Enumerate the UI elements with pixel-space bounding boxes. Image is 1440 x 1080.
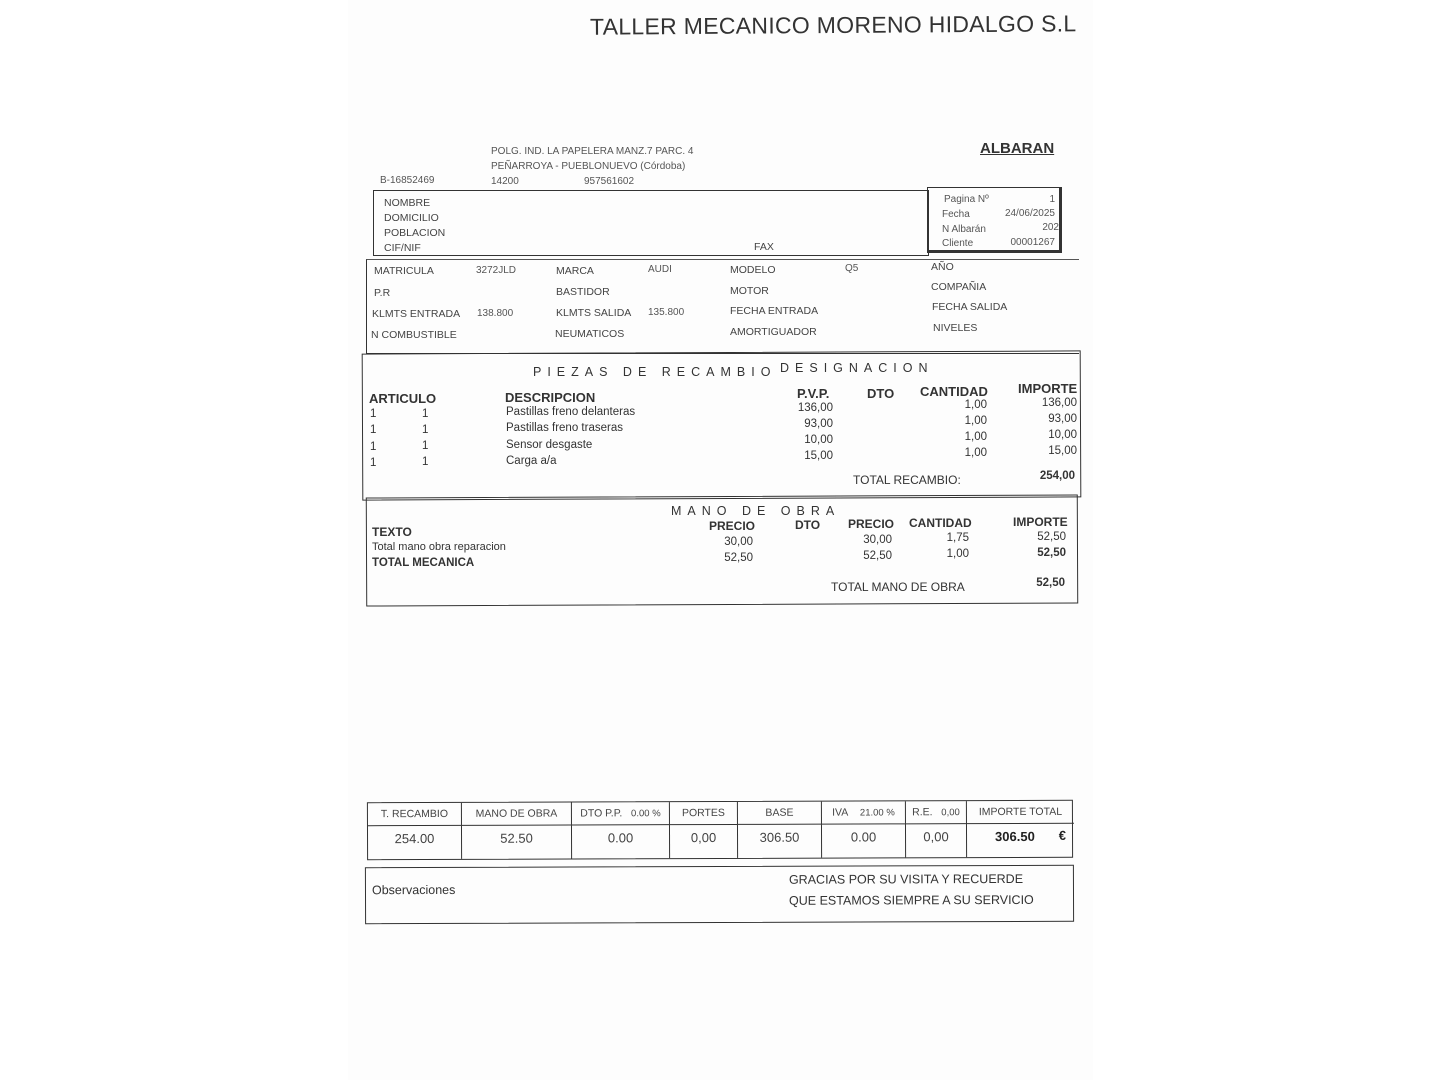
row-art-a: 1 [370,424,377,436]
row-importe: 10,00 [1048,429,1077,441]
labour-importe: 52,50 [1037,547,1066,559]
row-pvp: 93,00 [804,418,833,430]
postal-code: 14200 [491,176,519,187]
matricula-value: 3272JLD [476,265,517,276]
amortiguador-label: AMORTIGUADOR [730,326,817,338]
fecha-salida-label: FECHA SALIDA [932,301,1008,313]
albaran-value: 202 [1042,222,1059,233]
labour-precio-2: 30,00 [863,534,892,546]
modelo-value: Q5 [845,263,859,274]
labour-texto: TOTAL MECANICA [372,557,475,569]
ano-label: AÑO [931,261,954,273]
parts-title-2: DESIGNACION [780,361,934,375]
labour-cantidad: 1,00 [946,548,969,560]
km-entrada-label: KLMTS ENTRADA [372,308,461,320]
col-dto-labour: DTO [795,518,821,532]
labour-precio: 30,00 [724,536,753,548]
row-art-a: 1 [370,408,377,420]
summary-total-label: IMPORTE TOTAL [967,801,1074,824]
phone: 957561602 [584,176,635,187]
motor-label: MOTOR [730,285,769,297]
address-line-2: PEÑARROYA - PUEBLONUEVO (Córdoba) [491,161,686,172]
row-pvp: 10,00 [804,434,833,446]
row-cantidad: 1,00 [964,431,987,443]
summary-iva-value: 0.00 [850,829,877,845]
km-salida-value: 135.800 [648,307,685,318]
km-entrada-value: 138.800 [477,308,514,319]
summary-dto-pp-value: 0.00 [607,830,634,846]
observations-box [365,865,1074,924]
thanks-line-2: QUE ESTAMOS SIEMPRE A SU SERVICIO [788,892,1034,908]
row-desc: Carga a/a [506,455,557,467]
summary-iva-label: IVA [832,806,849,819]
labour-precio-2: 52,50 [863,550,892,562]
col-articulo: ARTICULO [369,391,437,406]
summary-total [967,801,1074,857]
fax-label: FAX [754,241,774,253]
col-importe-labour: IMPORTE [1013,515,1068,529]
row-cantidad: 1,00 [964,415,987,427]
nombre-label: NOMBRE [384,197,431,209]
domicilio-label: DOMICILIO [384,212,439,224]
summary-dto-pp [572,802,670,858]
col-pvp: P.V.P. [797,386,830,401]
fecha-value: 24/06/2025 [1004,208,1055,219]
summary-mano-obra-label: MANO DE OBRA [462,803,571,826]
summary-re-pct: 0,00 [941,807,960,819]
fecha-label: Fecha [942,209,970,220]
thanks-line-1: GRACIAS POR SU VISITA Y RECUERDE [788,871,1024,887]
currency-symbol: € [1058,827,1067,843]
row-desc: Pastillas freno traseras [506,422,623,434]
summary-base-value: 306.50 [759,829,800,845]
address-line-1: POLG. IND. LA PAPELERA MANZ.7 PARC. 4 [491,146,694,157]
cif-company: B-16852469 [380,175,435,186]
labour-texto: Total mano obra reparacion [372,541,506,553]
col-importe: IMPORTE [1018,381,1078,396]
summary-re-value: 0,00 [923,829,949,845]
row-desc: Sensor desgaste [506,439,593,451]
summary-box [367,800,1073,860]
cliente-label: Cliente [942,238,974,249]
albaran-label: N Albarán [942,224,986,235]
row-pvp: 15,00 [804,450,833,462]
summary-dto-pp-label: DTO P.P. [580,807,623,820]
col-texto: TEXTO [372,525,412,539]
summary-total-value: 306.50 [994,828,1035,845]
summary-base [738,802,822,858]
pagina-label: Pagina Nº [944,194,989,205]
doc-type: ALBARAN [980,140,1055,157]
labour-cantidad: 1,75 [946,532,969,544]
summary-iva-head [822,801,905,824]
labour-importe: 52,50 [1037,531,1066,543]
summary-mano-obra [462,803,572,859]
neumaticos-label: NEUMATICOS [555,328,625,340]
row-cantidad: 1,00 [964,447,987,459]
summary-dto-pp-head [572,802,669,825]
company-name: TALLER MECANICO MORENO HIDALGO S.L [589,10,1077,40]
row-art-b: 1 [422,440,429,452]
fecha-entrada-label: FECHA ENTRADA [730,305,819,317]
col-precio: PRECIO [709,519,756,533]
niveles-label: NIVELES [933,322,978,334]
pr-label: P.R [374,287,391,299]
poblacion-label: POBLACION [384,227,446,239]
modelo-label: MODELO [730,264,776,276]
total-recambio-value: 254,00 [1039,470,1075,482]
row-importe: 93,00 [1048,413,1077,425]
row-art-b: 1 [422,456,429,468]
summary-t-recambio-label: T. RECAMBIO [368,803,461,826]
summary-iva-pct: 21.00 % [859,807,895,819]
row-pvp: 136,00 [797,402,833,414]
marca-label: MARCA [556,265,594,277]
cif-nif-label: CIF/NIF [384,242,421,254]
total-recambio-label: TOTAL RECAMBIO: [853,473,961,487]
col-cantidad-labour: CANTIDAD [909,516,972,530]
combustible-label: N COMBUSTIBLE [371,329,457,341]
summary-re [906,801,967,857]
marca-value: AUDI [648,264,672,275]
summary-t-recambio [368,803,462,859]
labour-title: MANO DE OBRA [671,504,841,518]
col-descripcion: DESCRIPCION [505,390,596,405]
labour-precio: 52,50 [724,552,753,564]
client-box [373,190,929,256]
summary-portes-label: PORTES [670,802,737,825]
total-mano-obra-value: 52,50 [1036,577,1065,589]
summary-dto-pp-pct: 0.00 % [631,808,661,820]
summary-portes-value: 0,00 [690,830,717,846]
matricula-label: MATRICULA [374,265,434,277]
summary-base-label: BASE [738,802,821,825]
summary-iva [822,801,906,857]
meta-box [927,187,1062,253]
summary-t-recambio-value: 254.00 [394,830,435,847]
bastidor-label: BASTIDOR [556,286,610,298]
row-art-a: 1 [370,457,377,469]
summary-portes [670,802,738,858]
col-dto: DTO [867,386,895,401]
row-art-b: 1 [422,408,429,420]
row-art-b: 1 [422,424,429,436]
total-mano-obra-label: TOTAL MANO DE OBRA [831,580,965,594]
row-art-a: 1 [370,441,377,453]
col-cantidad: CANTIDAD [920,384,988,399]
pagina-value: 1 [1049,194,1055,205]
row-cantidad: 1,00 [964,399,987,411]
row-desc: Pastillas freno delanteras [506,406,636,418]
parts-title: PIEZAS DE RECAMBIO [533,365,777,379]
observaciones-label: Observaciones [371,882,456,898]
row-importe: 136,00 [1041,397,1077,409]
km-salida-label: KLMTS SALIDA [556,307,632,319]
summary-re-label: R.E. [912,806,933,819]
summary-mano-obra-value: 52.50 [500,830,533,846]
compania-label: COMPAÑIA [931,281,987,293]
cliente-value: 00001267 [1010,237,1055,248]
row-importe: 15,00 [1048,445,1077,457]
summary-re-head [906,801,966,824]
col-precio-2: PRECIO [848,517,895,531]
